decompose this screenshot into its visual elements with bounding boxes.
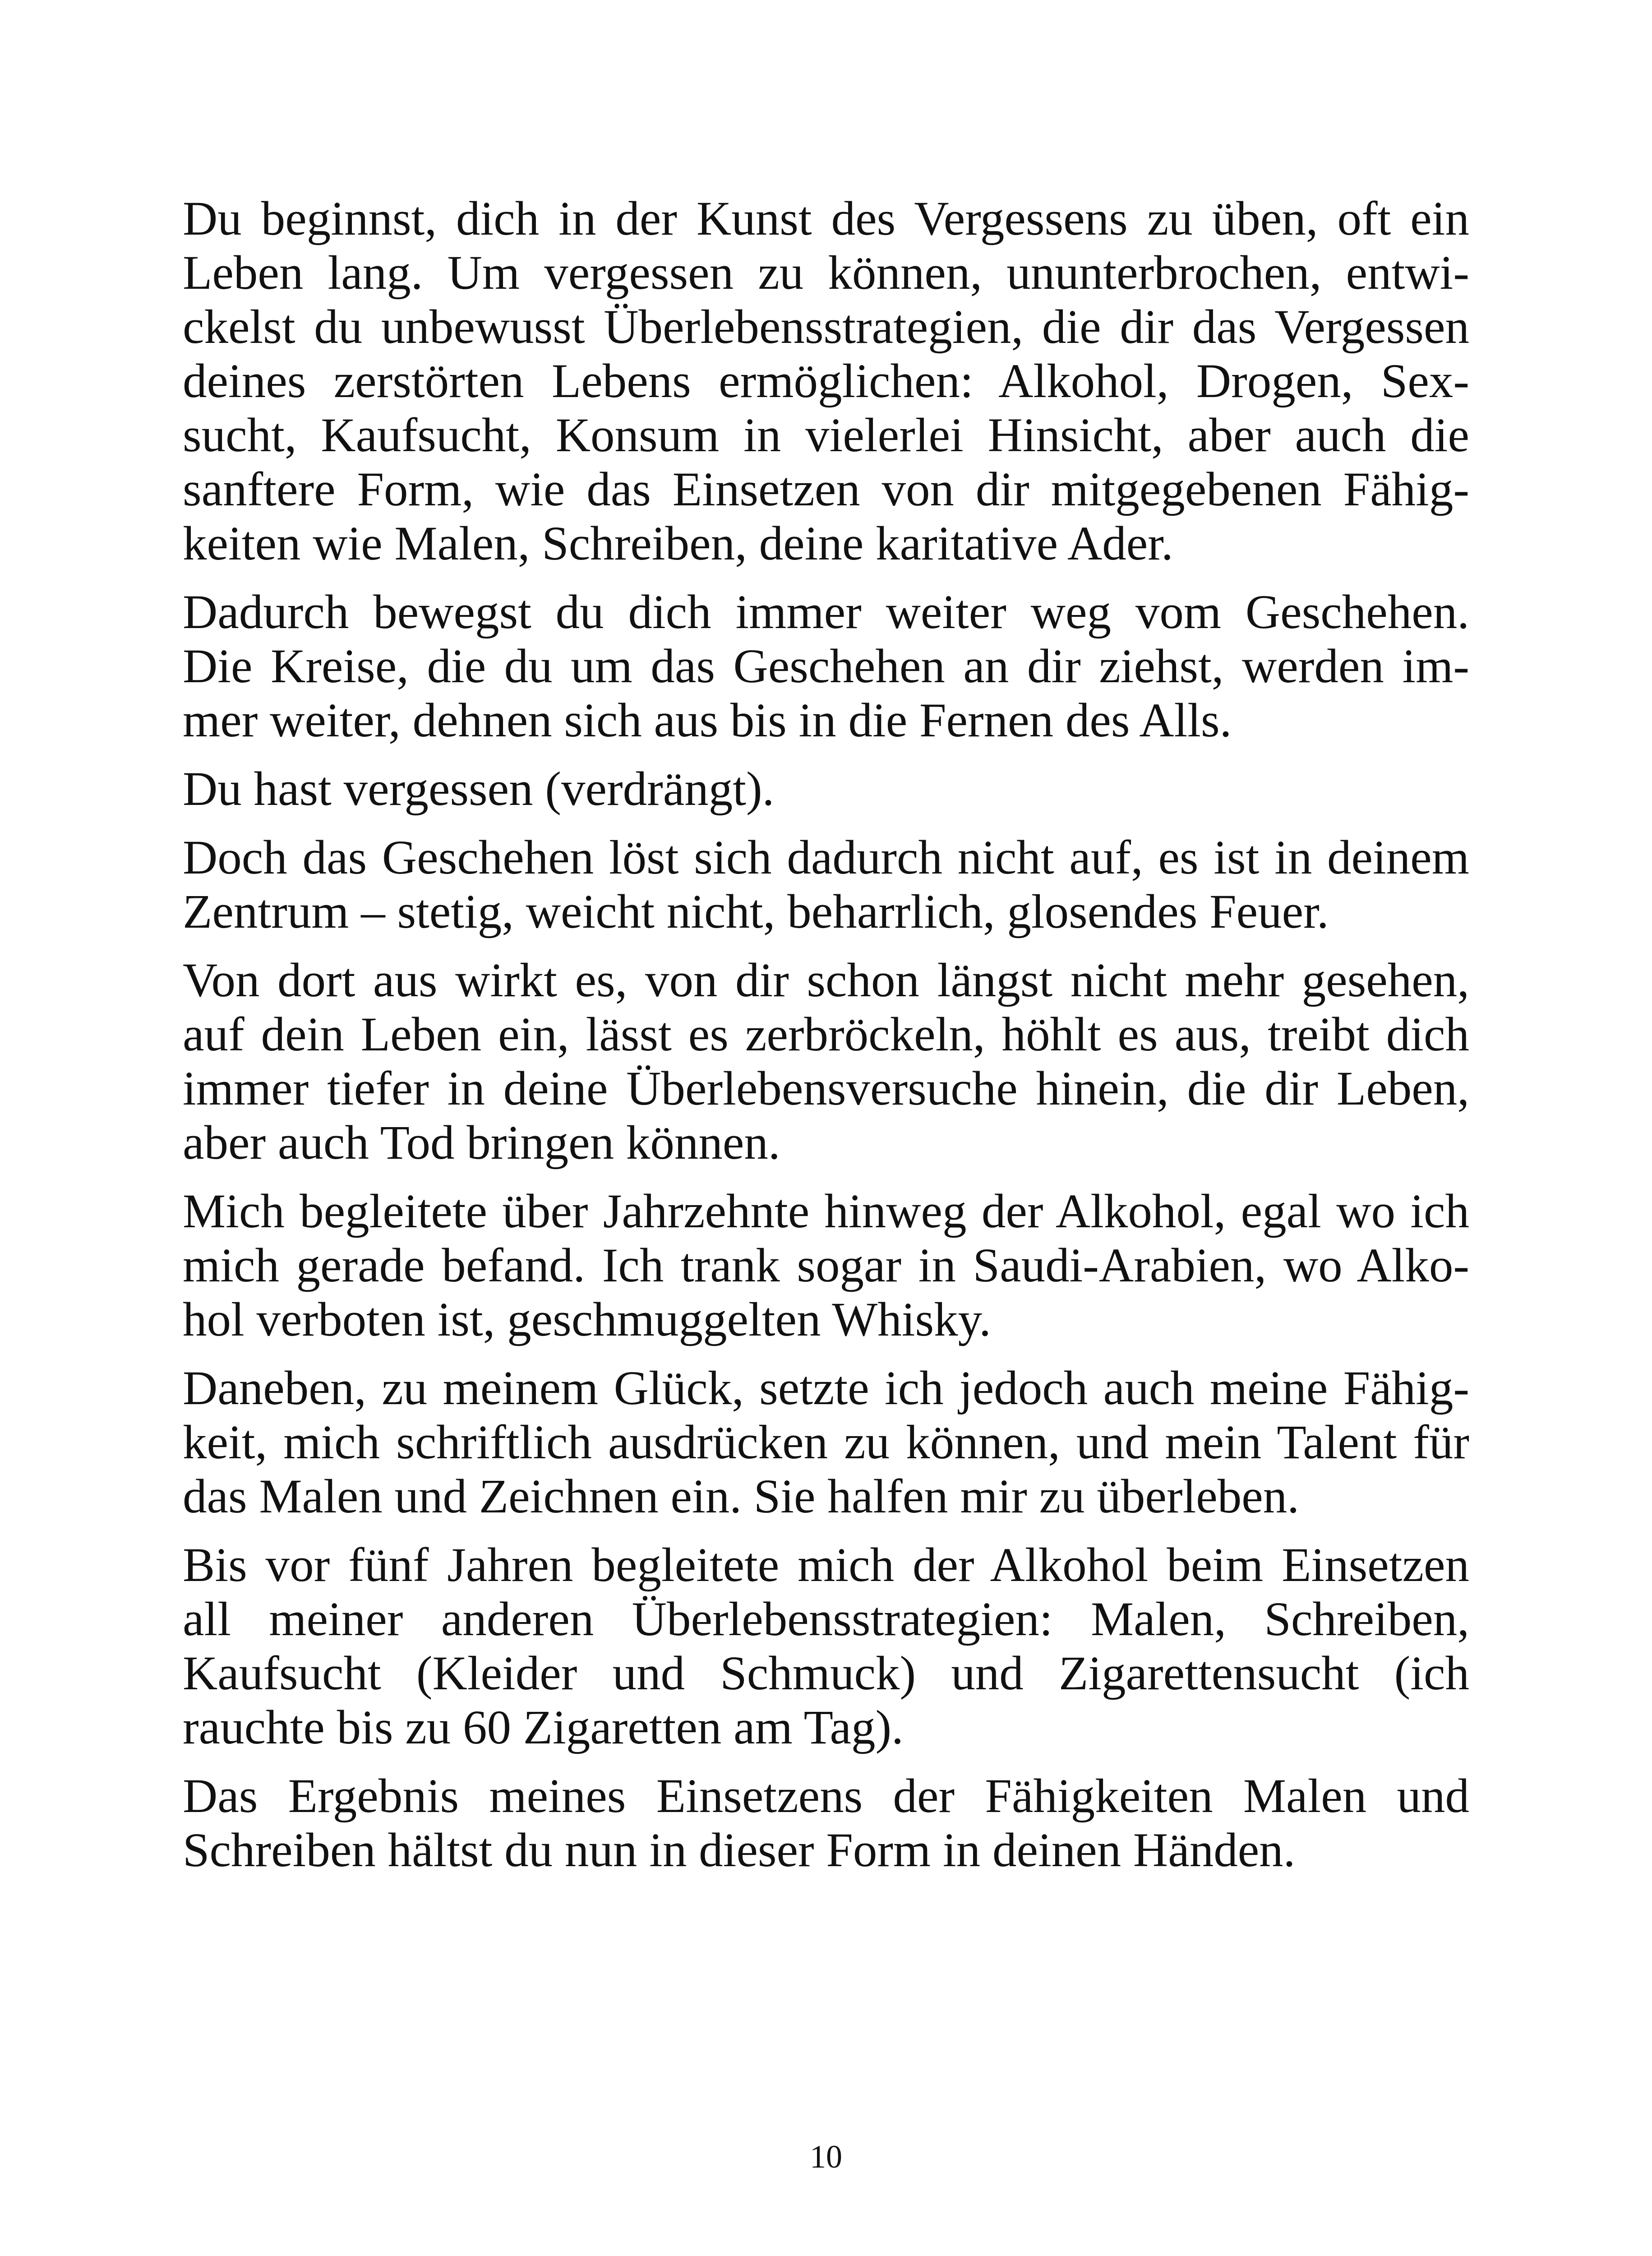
paragraph-4 <box>183 831 1469 939</box>
text-line: Dadurch bewegst du dich immer weiter weg vom Geschehen. <box>183 586 1469 639</box>
text-line: Doch das Geschehen löst sich dadurch nicht auf, es ist in deinem <box>183 831 1469 884</box>
text-line: das Malen und Zeichnen ein. Sie halfen mir zu überleben. <box>183 1470 1300 1523</box>
text-line: Die Kreise, die du um das Geschehen an dir ziehst, werden im- <box>183 640 1469 693</box>
paragraph-8 <box>183 1538 1469 1755</box>
text-line: mer weiter, dehnen sich aus bis in die Fernen des Alls. <box>183 694 1232 747</box>
text-line: deines zerstörten Lebens ermöglichen: Alkohol, Drogen, Sex- <box>183 355 1469 408</box>
text-line: Du hast vergessen (verdrängt). <box>183 763 775 816</box>
paragraph-7 <box>183 1361 1469 1524</box>
text-line: keiten wie Malen, Schreiben, deine karitative Ader. <box>183 517 1173 570</box>
paragraph-6 <box>183 1184 1469 1347</box>
text-line: Bis vor fünf Jahren begleitete mich der Alkohol beim Einsetzen <box>183 1539 1469 1592</box>
paragraph-5 <box>183 953 1469 1170</box>
page-number: 10 <box>810 2139 842 2175</box>
text-line: sucht, Kaufsucht, Konsum in vielerlei Hinsicht, aber auch die <box>183 409 1469 462</box>
text-line: auf dein Leben ein, lässt es zerbröckeln, höhlt es aus, treibt dich <box>183 1008 1469 1061</box>
text-line: sanftere Form, wie das Einsetzen von dir mitgegebenen Fähig- <box>183 463 1469 516</box>
text-line: mich gerade befand. Ich trank sogar in Saudi-Arabien, wo Alko- <box>183 1239 1469 1292</box>
text-line: Von dort aus wirkt es, von dir schon längst nicht mehr gesehen, <box>183 954 1469 1007</box>
paragraph-3 <box>183 762 1469 816</box>
text-line: hol verboten ist, geschmuggelten Whisky. <box>183 1293 991 1346</box>
text-line: Daneben, zu meinem Glück, setzte ich jedoch auch meine Fähig- <box>183 1362 1469 1415</box>
text-line: ckelst du unbewusst Überlebensstrategien, die dir das Vergessen <box>183 300 1469 354</box>
text-line: Zentrum – stetig, weicht nicht, beharrlich, glosendes Feuer. <box>183 885 1329 938</box>
paragraph-9 <box>183 1769 1469 1877</box>
body-text <box>183 192 1469 1892</box>
text-line: Schreiben hältst du nun in dieser Form in deinen Händen. <box>183 1824 1296 1877</box>
text-line: immer tiefer in deine Überlebensversuche hinein, die dir Leben, <box>183 1062 1469 1115</box>
text-line: Leben lang. Um vergessen zu können, ununterbrochen, entwi- <box>183 246 1469 300</box>
paragraph-1 <box>183 192 1469 571</box>
text-line: aber auch Tod bringen können. <box>183 1116 780 1170</box>
text-line: all meiner anderen Überlebensstrategien: Malen, Schreiben, <box>183 1593 1469 1646</box>
text-line: Du beginnst, dich in der Kunst des Vergessens zu üben, oft ein <box>183 192 1469 245</box>
text-line: rauchte bis zu 60 Zigaretten am Tag). <box>183 1701 904 1754</box>
text-line: keit, mich schriftlich ausdrücken zu können, und mein Talent für <box>183 1416 1469 1469</box>
text-line: Kaufsucht (Kleider und Schmuck) und Zigarettensucht (ich <box>183 1647 1469 1700</box>
text-line: Das Ergebnis meines Einsetzens der Fähigkeiten Malen und <box>183 1770 1469 1823</box>
text-line: Mich begleitete über Jahrzehnte hinweg der Alkohol, egal wo ich <box>183 1185 1469 1238</box>
paragraph-2 <box>183 585 1469 748</box>
